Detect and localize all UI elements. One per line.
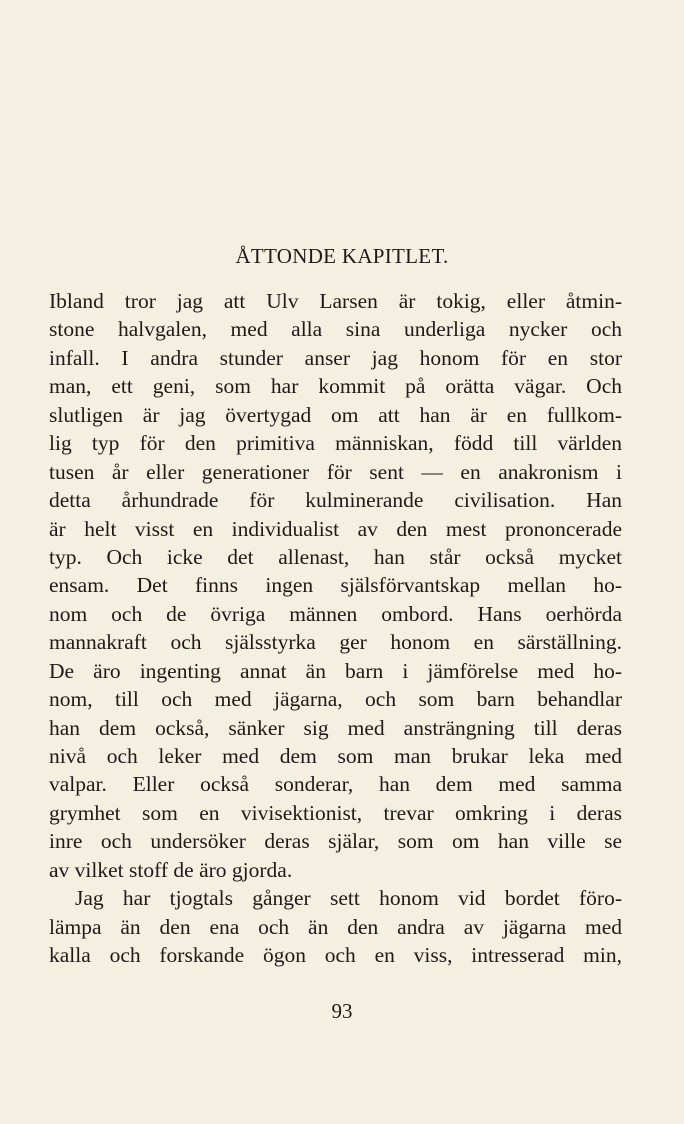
text-line: Ibland tror jag att Ulv Larsen är tokig, eller åtmin- bbox=[49, 289, 622, 313]
text-line: är helt visst en individualist av den mest prononcerade bbox=[49, 516, 622, 541]
text-line: slutligen är jag övertygad om att han är en fullkom- bbox=[49, 402, 622, 427]
text-line: Jag har tjogtals gånger sett honom vid bordet föro- bbox=[75, 886, 622, 911]
text-line: De äro ingenting annat än barn i jämförelse med ho- bbox=[49, 658, 622, 683]
body-text bbox=[49, 287, 622, 970]
text-line: nivå och leker med dem som man brukar leka med bbox=[49, 744, 622, 768]
text-line: nom, till och med jägarna, och som barn behandlar bbox=[49, 687, 622, 712]
text-line: valpar. Eller också sonderar, han dem med samma bbox=[49, 772, 622, 797]
text-line: stone halvgalen, med alla sina underliga nycker och bbox=[49, 317, 622, 342]
text-line: nom och de övriga männen ombord. Hans oerhörda bbox=[49, 601, 622, 626]
text-line: typ. Och icke det allenast, han står också mycket bbox=[49, 544, 622, 569]
text-line: av vilket stoff de äro gjorda. bbox=[49, 857, 293, 882]
text-line: inre och undersöker deras själar, som om han ville se bbox=[49, 829, 622, 854]
text-line: infall. I andra stunder anser jag honom för en stor bbox=[49, 345, 622, 370]
text-line: lämpa än den ena och än den andra av jägarna med bbox=[49, 914, 622, 939]
text-line: ensam. Det finns ingen själsförvantskap mellan ho- bbox=[49, 573, 622, 598]
text-line: tusen år eller generationer för sent — en anakronism i bbox=[49, 459, 622, 484]
chapter-title: ÅTTONDE KAPITLET. bbox=[235, 244, 449, 268]
text-line: mannakraft och själsstyrka ger honom en särställning. bbox=[49, 630, 622, 655]
text-line: grymhet som en vivisektionist, trevar omkring i deras bbox=[49, 800, 622, 825]
text-line: han dem också, sänker sig med ansträngning till deras bbox=[49, 715, 622, 740]
text-line: man, ett geni, som har kommit på orätta vägar. Och bbox=[49, 374, 622, 399]
text-line: detta århundrade för kulminerande civilisation. Han bbox=[49, 488, 622, 513]
text-line: lig typ för den primitiva människan, född till världen bbox=[49, 431, 622, 456]
text-line: kalla och forskande ögon och en viss, intresserad min, bbox=[49, 943, 622, 968]
page-number: 93 bbox=[331, 999, 353, 1023]
